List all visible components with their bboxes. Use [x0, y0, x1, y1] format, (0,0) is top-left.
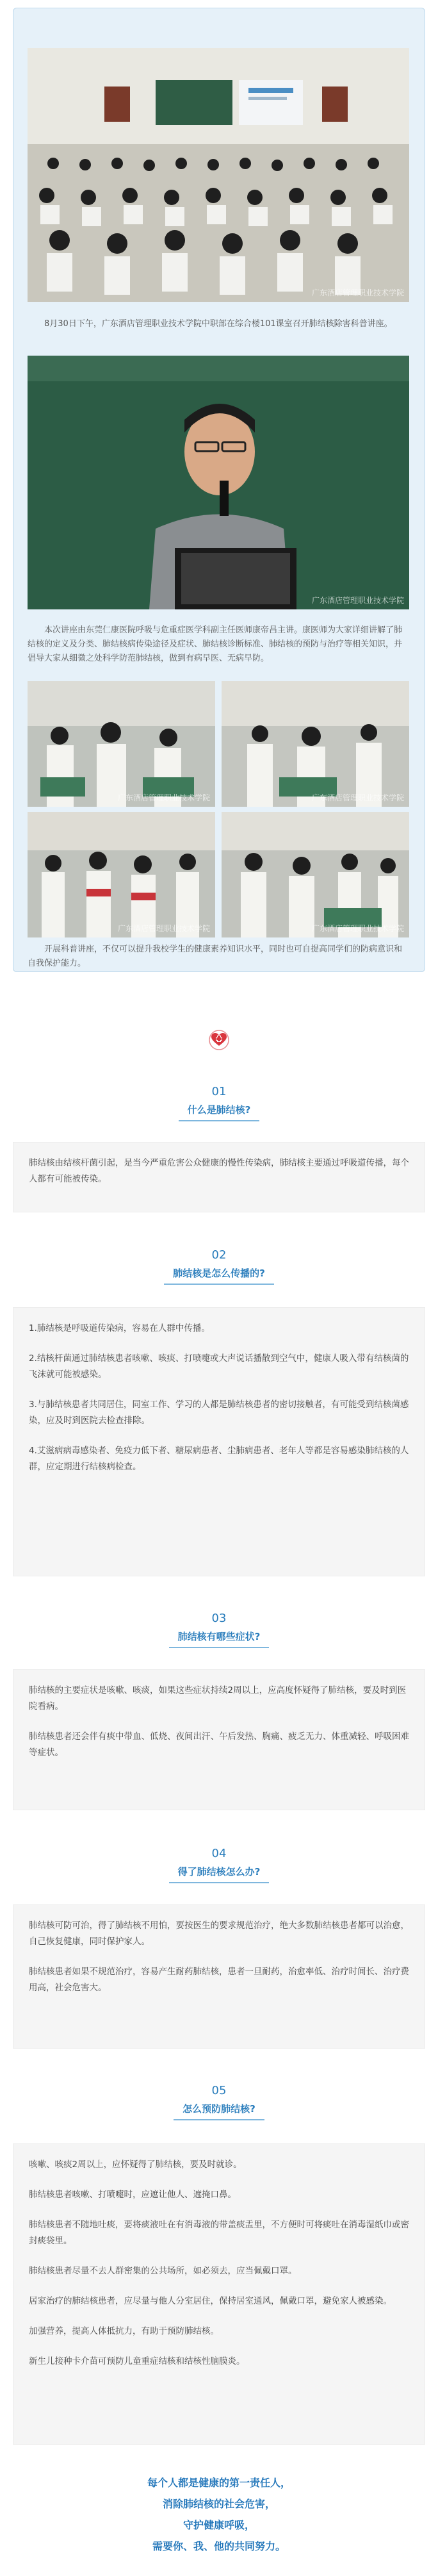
section-number: 05 [211, 2084, 227, 2097]
section-title: 肺结核是怎么传播的? [164, 1266, 274, 1285]
students-photo [222, 812, 409, 937]
section-header [0, 1612, 438, 1648]
photo-watermark: 广东酒店管理职业技术学院 [117, 924, 210, 933]
section-paragraph: 咳嗽、咳痰2周以上，应怀疑得了肺结核，要及时就诊。 [29, 2159, 242, 2170]
slogan-line: 需要你、我、他的共同努力。 [152, 2540, 286, 2552]
news-paragraph: 本次讲座由东莞仁康医院呼吸与危重症医学科副主任医师康帝昌主讲。康医师为大家详细讲解了肺结核的定义及分类、肺结核病传染途径及症状、肺结核诊断标准、肺结核的预防与治疗等相关知识，并倡导大家从细微之处科学防范肺结核，做到有病早医、无病早防。 [28, 625, 403, 663]
section-number: 02 [211, 1248, 227, 1262]
photo-watermark: 广东酒店管理职业技术学院 [311, 288, 404, 297]
section-body [13, 1904, 425, 2049]
section-title: 肺结核有哪些症状? [169, 1630, 270, 1648]
slogan-line: 守护健康呼吸， [182, 2519, 255, 2531]
section-paragraph: 肺结核由结核杆菌引起，是当今严重危害公众健康的慢性传染病，肺结核主要通过呼吸道传播，每个人都有可能被传染。 [29, 1158, 409, 1184]
news-paragraph: 8月30日下午，广东酒店管理职业技术学院中职部在综合楼101课室召开肺结核除害科普讲座。 [44, 319, 393, 329]
section-header [0, 1085, 438, 1121]
students-photo [28, 812, 215, 937]
section-paragraph: 肺结核患者不随地吐痰，要将痰液吐在有消毒液的带盖痰盂里，不方便时可将痰吐在消毒湿纸巾或密封痰袋里。 [29, 2220, 409, 2246]
students-photo [28, 681, 215, 807]
photo-watermark: 广东酒店管理职业技术学院 [311, 924, 404, 933]
section-number: 01 [211, 1085, 227, 1098]
section-paragraph: 2.结核杆菌通过肺结核患者咳嗽、咳痰、打喷嚏或大声说话播散到空气中，健康人吸入带有结核菌的飞沫就可能被感染。 [29, 1353, 409, 1380]
section-number: 04 [211, 1847, 227, 1860]
speaker-photo [28, 356, 409, 609]
section-body [13, 1142, 425, 1212]
news-paragraph: 开展科普讲座，不仅可以提升我校学生的健康素养知识水平，同时也可自提高同学们的防病意识和自我保护能力。 [28, 945, 403, 968]
section-paragraph: 3.与肺结核患者共同居住，同室工作、学习的人都是肺结核患者的密切接触者，有可能受到结核菌感染，应及时到医院去检查排除。 [29, 1399, 409, 1426]
section-paragraph: 肺结核患者还会伴有痰中带血、低烧、夜间出汗、午后发热、胸痛、疲乏无力、体重减轻、呼吸困难等症状。 [29, 1731, 409, 1758]
section-paragraph: 加强营养，提高人体抵抗力，有助于预防肺结核。 [29, 2326, 219, 2336]
section-paragraph: 肺结核可防可治，得了肺结核不用怕，要按医生的要求规范治疗，绝大多数肺结核患者都可以治愈，自己恢复健康，同时保护家人。 [29, 1920, 409, 1947]
section-title: 得了肺结核怎么办? [169, 1865, 270, 1883]
section-paragraph: 肺结核患者尽量不去人群密集的公共场所，如必须去，应当佩戴口罩。 [29, 2266, 297, 2276]
section-paragraph: 新生儿接种卡介苗可预防儿童重症结核和结核性脑膜炎。 [29, 2356, 245, 2366]
news-card [13, 8, 425, 972]
section-header [0, 1248, 438, 1285]
section-body [13, 2143, 425, 2445]
section-paragraph: 肺结核患者咳嗽、打喷嚏时，应遮让他人、遮掩口鼻。 [29, 2190, 236, 2200]
section-paragraph: 1.肺结核是呼吸道传染病，容易在人群中传播。 [29, 1323, 210, 1333]
section-paragraph: 4.艾滋病病毒感染者、免疫力低下者、糖尿病患者、尘肺病患者、老年人等都是容易感染肺结核的人群，应定期进行结核病检查。 [29, 1446, 409, 1472]
section-body [13, 1307, 425, 1576]
section-paragraph: 肺结核患者如果不规范治疗，容易产生耐药肺结核，患者一旦耐药，治愈率低、治疗时间长、治疗费用高，社会危害大。 [29, 1967, 409, 1993]
section-paragraph: 肺结核的主要症状是咳嗽、咳痰，如果这些症状持续2周以上，应高度怀疑得了肺结核，要及时到医院看病。 [29, 1685, 407, 1712]
section-number: 03 [211, 1612, 227, 1625]
section-title: 什么是肺结核? [179, 1103, 260, 1121]
slogan-line: 每个人都是健康的第一责任人， [147, 2477, 291, 2489]
section-body [13, 1669, 425, 1810]
section-title: 怎么预防肺结核? [174, 2102, 264, 2120]
photo-watermark: 广东酒店管理职业技术学院 [117, 793, 210, 802]
section-header [0, 1847, 438, 1883]
photo-watermark: 广东酒店管理职业技术学院 [311, 793, 404, 802]
heart-divider [0, 1027, 438, 1053]
slogan-line: 消除肺结核的社会危害， [162, 2498, 275, 2510]
section-header [0, 2084, 438, 2120]
students-photo [222, 681, 409, 807]
lecture-hall-photo [28, 48, 409, 302]
photo-watermark: 广东酒店管理职业技术学院 [311, 596, 404, 605]
section-paragraph: 居家治疗的肺结核患者，应尽量与他人分室居住，保持居室通风，佩戴口罩，避免家人被感染。 [29, 2296, 392, 2306]
closing-slogan [0, 2472, 438, 2557]
